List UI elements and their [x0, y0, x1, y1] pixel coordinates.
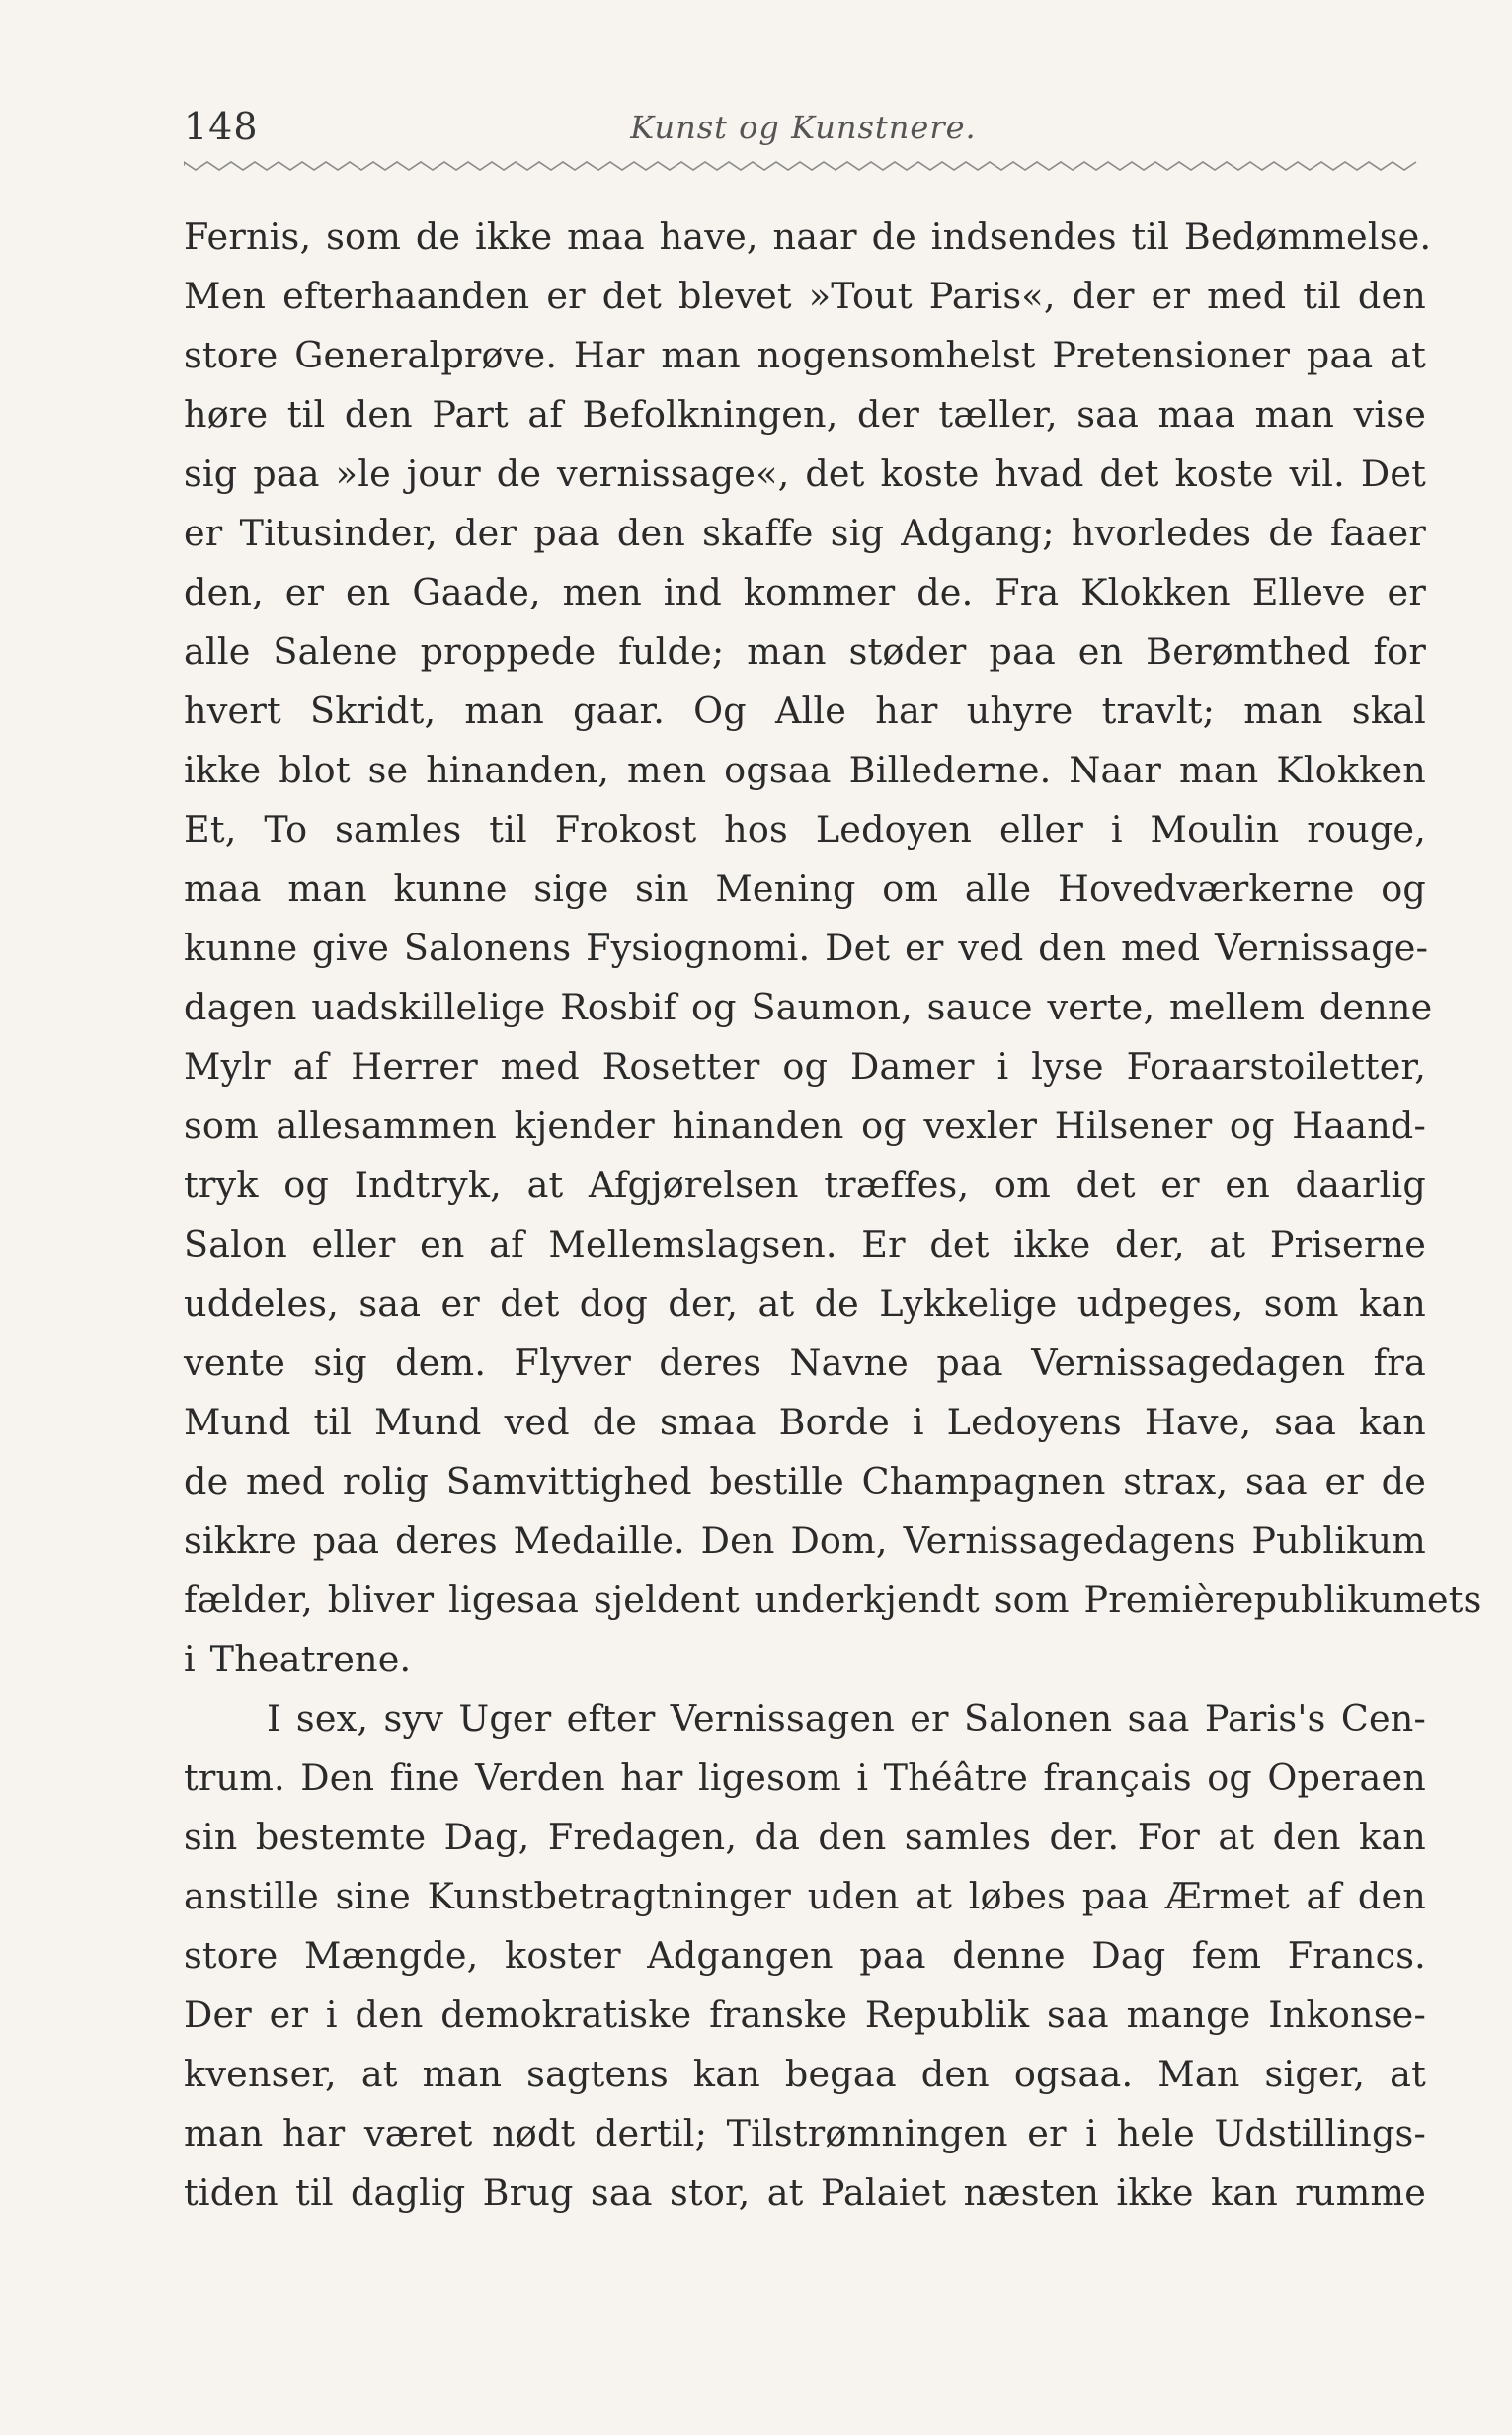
- text-line: store Mængde, koster Adgangen paa denne Dag fem Francs.: [184, 1934, 1426, 1977]
- text-line: alle Salene proppede fulde; man støder paa en Berømthed for: [184, 630, 1426, 673]
- text-line: hvert Skridt, man gaar. Og Alle har uhyre travlt; man skal: [184, 690, 1426, 732]
- text-line: kunne give Salonens Fysiognomi. Det er ved den med Vernissage-: [184, 927, 1429, 969]
- text-line: Fernis, som de ikke maa have, naar de indsendes til Bedømmelse.: [184, 215, 1432, 258]
- text-line: i Theatrene.: [184, 1638, 412, 1680]
- running-title: Kunst og Kunstnere.: [630, 109, 977, 146]
- text-line: tiden til daglig Brug saa stor, at Palaiet næsten ikke kan rumme: [184, 2171, 1426, 2214]
- text-line: Et, To samles til Frokost hos Ledoyen eller i Moulin rouge,: [184, 808, 1426, 851]
- text-line: man har været nødt dertil; Tilstrømningen er i hele Udstillings-: [184, 2112, 1426, 2154]
- paragraph-1: [184, 207, 1482, 1689]
- paragraph-2: [184, 1689, 1426, 2223]
- text-line: kvenser, at man sagtens kan begaa den ogsaa. Man siger, at: [184, 2053, 1426, 2095]
- text-line: Der er i den demokratiske franske Republik saa mange Inkonse-: [184, 1993, 1426, 2036]
- text-line: fælder, bliver ligesaa sjeldent underkjendt som Premièrepublikumets: [184, 1579, 1482, 1621]
- text-line: høre til den Part af Befolkningen, der tæller, saa maa man vise: [184, 393, 1426, 436]
- text-line: maa man kunne sige sin Mening om alle Hovedværkerne og: [184, 867, 1426, 910]
- text-line: tryk og Indtryk, at Afgjørelsen træffes, om det er en daarlig: [184, 1164, 1426, 1206]
- page-header: [184, 99, 1423, 158]
- text-line: anstille sine Kunstbetragtninger uden at løbes paa Ærmet af den: [184, 1875, 1426, 1917]
- text-line: de med rolig Samvittighed bestille Champagnen strax, saa er de: [184, 1460, 1426, 1502]
- text-line: trum. Den fine Verden har ligesom i Théâtre français og Operaen: [184, 1756, 1426, 1799]
- text-line: sig paa »le jour de vernissage«, det koste hvad det koste vil. Det: [184, 452, 1426, 495]
- text-line: Mund til Mund ved de smaa Borde i Ledoyens Have, saa kan: [184, 1401, 1426, 1443]
- text-line: Mylr af Herrer med Rosetter og Damer i lyse Foraarstoiletter,: [184, 1045, 1426, 1088]
- decorative-rule: [184, 156, 1423, 176]
- text-line: sin bestemte Dag, Fredagen, da den samles der. For at den kan: [184, 1816, 1426, 1858]
- page-number: 148: [184, 105, 259, 148]
- text-line: uddeles, saa er det dog der, at de Lykkelige udpeges, som kan: [184, 1282, 1426, 1325]
- text-line: er Titusinder, der paa den skaffe sig Adgang; hvorledes de faaer: [184, 512, 1426, 554]
- body-text: [184, 207, 1482, 2223]
- text-line: vente sig dem. Flyver deres Navne paa Vernissagedagen fra: [184, 1341, 1426, 1384]
- text-line: sikkre paa deres Medaille. Den Dom, Vernissagedagens Publikum: [184, 1519, 1426, 1562]
- text-line: ikke blot se hinanden, men ogsaa Billederne. Naar man Klokken: [184, 749, 1426, 791]
- text-line: den, er en Gaade, men ind kommer de. Fra Klokken Elleve er: [184, 571, 1426, 613]
- text-line: I sex, syv Uger efter Vernissagen er Salonen saa Paris's Cen-: [267, 1697, 1426, 1740]
- text-line: Salon eller en af Mellemslagsen. Er det ikke der, at Priserne: [184, 1223, 1426, 1265]
- text-line: Men efterhaanden er det blevet »Tout Paris«, der er med til den: [184, 275, 1426, 317]
- text-line: dagen uadskillelige Rosbif og Saumon, sauce verte, mellem denne: [184, 986, 1433, 1028]
- text-line: som allesammen kjender hinanden og vexler Hilsener og Haand-: [184, 1104, 1426, 1147]
- text-line: store Generalprøve. Har man nogensomhelst Pretensioner paa at: [184, 334, 1426, 376]
